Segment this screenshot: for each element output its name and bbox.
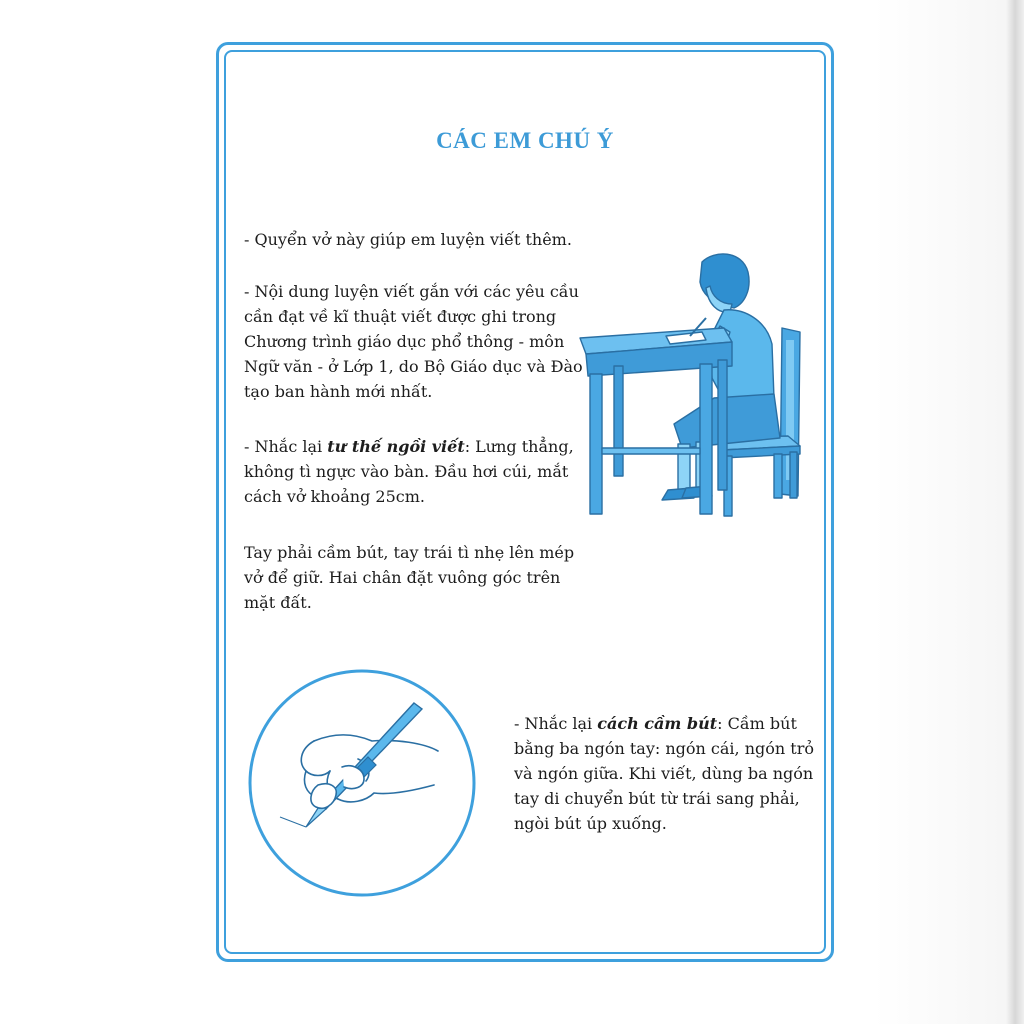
- note-sitting-posture-emphasis: tư thế ngồi viết: [327, 437, 465, 456]
- note-notebook-purpose: - Quyển vở này giúp em luyện viết thêm.: [244, 230, 572, 249]
- page-edge-shadow: [874, 0, 1024, 1024]
- page-title: CÁC EM CHÚ Ý: [436, 128, 614, 153]
- note-pen-grip-prefix: - Nhắc lại: [514, 714, 598, 733]
- note-pen-grip: [514, 711, 814, 836]
- note-pen-grip-rest: : Cầm bút bằng ba ngón tay: ngón cái, ngón trỏ và ngón giữa. Khi viết, dùng ba ngón tay di chuyển bút từ trái sang phải, ngòi bút úp xuống.: [514, 714, 814, 833]
- note-sitting-posture-rest: : Lưng thẳng, không tì ngực vào bàn. Đầu hơi cúi, mắt cách vở khoảng 25cm.: [244, 437, 574, 506]
- girl-writing-at-desk-illustration: [574, 248, 806, 520]
- note-curriculum: - Nội dung luyện viết gắn với các yêu cầu cần đạt về kĩ thuật viết được ghi trong Chương trình giáo dục phổ thông - môn Ngữ văn - ở Lớp 1, do Bộ Giáo dục và Đào tạo ban hành mới nhất.: [244, 282, 583, 401]
- hand-holding-pen-illustration: [246, 667, 478, 899]
- note-hands-and-feet: Tay phải cầm bút, tay trái tì nhẹ lên mép vở để giữ. Hai chân đặt vuông góc trên mặt đất.: [244, 543, 575, 612]
- note-pen-grip-emphasis: cách cầm bút: [597, 714, 718, 733]
- note-sitting-posture-prefix: - Nhắc lại: [244, 437, 328, 456]
- note-sitting-posture: [244, 434, 584, 509]
